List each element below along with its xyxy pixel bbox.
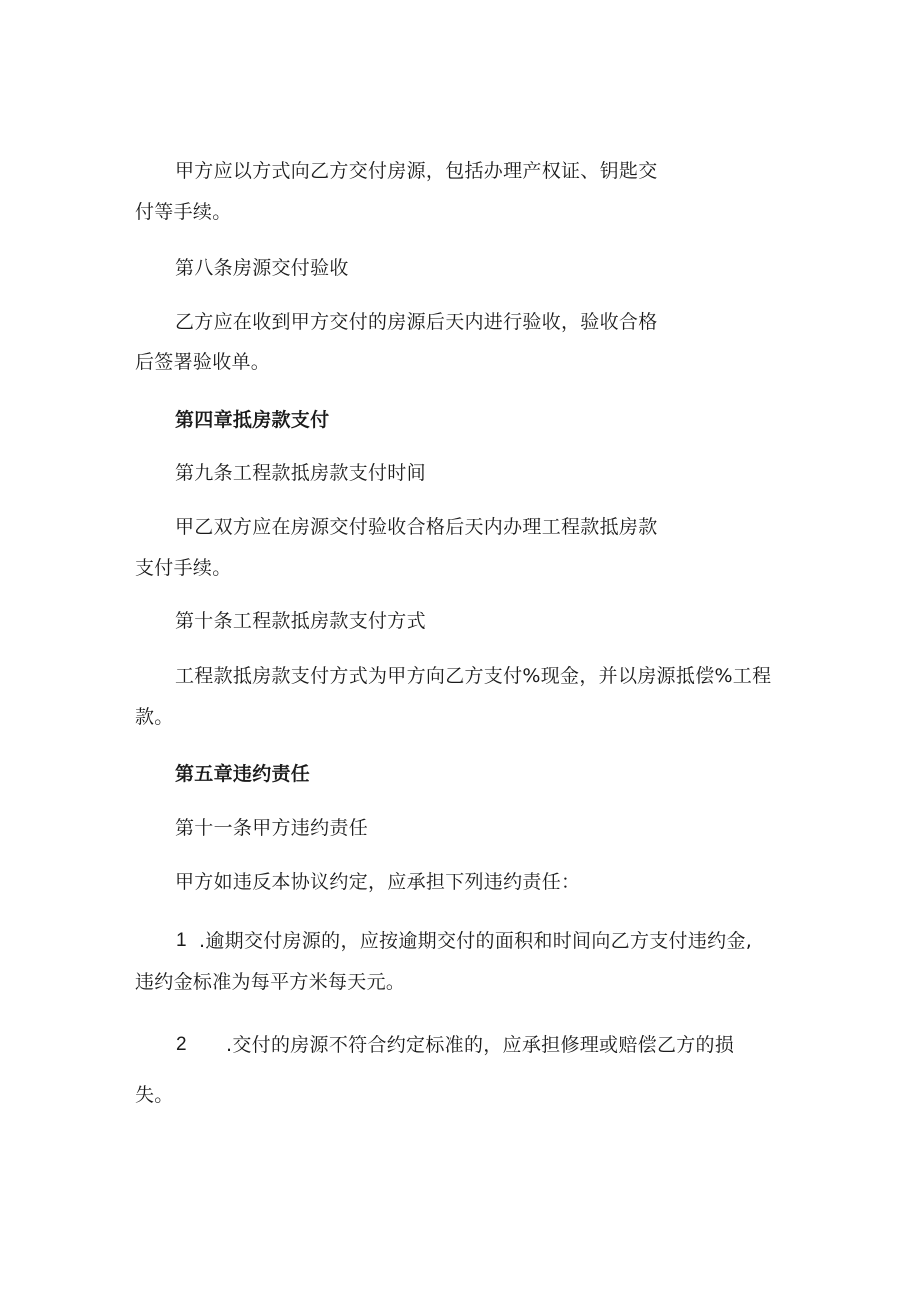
paragraph-line: 款。 (135, 706, 174, 728)
article-title: 第九条工程款抵房款支付时间 (175, 462, 426, 484)
paragraph-line: 甲乙双方应在房源交付验收合格后天内办理工程款抵房款 (175, 516, 658, 538)
article-title: 第十一条甲方违约责任 (175, 817, 369, 839)
paragraph-line: 甲方应以方式向乙方交付房源，包括办理产权证、钥匙交 (175, 160, 658, 182)
list-item-line: 失。 (135, 1084, 174, 1106)
list-item-line: 违约金标准为每平方米每天元。 (135, 971, 406, 993)
paragraph-line: 工程款抵房款支付方式为甲方向乙方支付%现金，并以房源抵偿%工程 (175, 665, 772, 687)
chapter-title: 第四章抵房款支付 (175, 409, 330, 431)
paragraph-line: 支付手续。 (135, 557, 232, 579)
list-item-number: 1 (176, 930, 187, 951)
article-title: 第八条房源交付验收 (175, 257, 349, 279)
list-item-line: .交付的房源不符合约定标准的，应承担修理或赔偿乙方的损 (226, 1034, 735, 1056)
list-item-line: .逾期交付房源的，应按逾期交付的面积和时间向乙方支付违约金, (199, 930, 753, 952)
paragraph-line: 后签署验收单。 (135, 351, 271, 373)
paragraph-line: 付等手续。 (135, 201, 232, 223)
list-item-number: 2 (176, 1034, 187, 1055)
chapter-title: 第五章违约责任 (175, 763, 311, 785)
article-title: 第十条工程款抵房款支付方式 (175, 610, 426, 632)
paragraph-line: 甲方如违反本协议约定，应承担下列违约责任： (175, 871, 581, 893)
paragraph-line: 乙方应在收到甲方交付的房源后天内进行验收，验收合格 (175, 311, 658, 333)
